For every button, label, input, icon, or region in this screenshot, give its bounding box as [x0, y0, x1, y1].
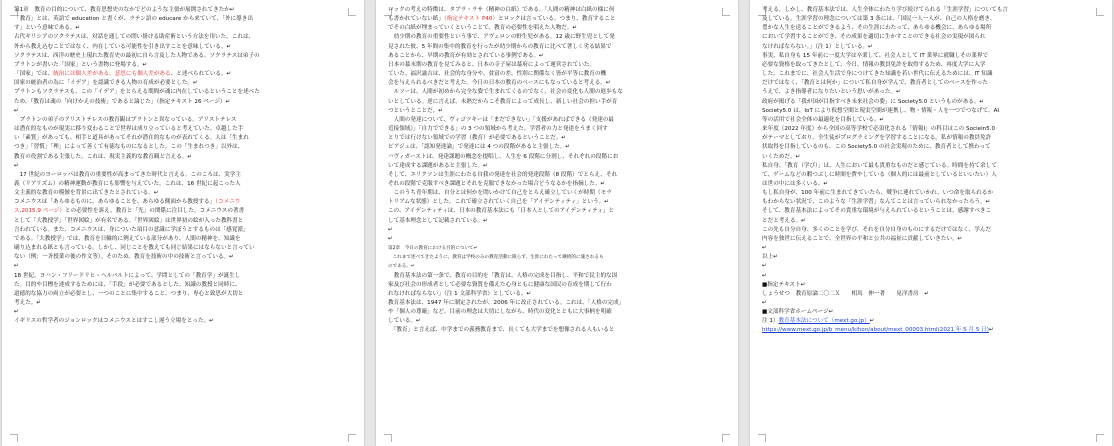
- paragraph-line: そして、教育基本法によってその貴重な環境が与えられているということは、感謝すべきこ: [762, 208, 992, 215]
- paragraph-line: Society5.0 は、IoT により仮想空間と現実空間が連携し、物・情報・人を一つでつなげて、AI: [762, 107, 1000, 114]
- paragraph-line: す」という意味である。↵: [14, 25, 81, 32]
- paragraph-line: 言われている。また、コメニウスは、身についた項目の意識に学ぼうとするものは「感覚派」: [14, 226, 249, 233]
- paragraph-line: なければならない。」（注 1）としている。↵: [762, 43, 873, 50]
- red-highlight-text: 統治には個人差がある、意思にも個人差がある: [53, 71, 171, 78]
- paragraph-line: において学習することができ、その成果を適切に生かすことのできる社会の実現が図られ: [762, 34, 986, 41]
- paragraph-line: ↵: [762, 300, 767, 306]
- paragraph-line: いとしている。逆に言えば、未熟だからこそ教育によって成長し、新しい社会の担い手が育: [388, 98, 618, 105]
- paragraph-line: 幼少期の教育の重要性という事で、アヴェロンの野生児がある。12 歳に野生児として発: [388, 34, 615, 41]
- paragraph-line: は潜在的なものが現実に移り変わることで世界は成り立っていると考えていた。卓越した手: [14, 126, 244, 133]
- paragraph-line: つき」「習慣」「理」によって善くて有徳なものになるとした。この「生まれつき」以外は、: [14, 144, 244, 151]
- document-page-2: [376, 0, 738, 446]
- paragraph-line: 「教育」と言えば、中学までの義務教育まで、長くても大学までを想像される人もいると: [388, 327, 615, 334]
- paragraph-line: 教育の役割である主張した。これは、現実主義的な教育観と言える。↵: [14, 153, 193, 160]
- crop-mark-bottom-right: [722, 434, 730, 442]
- paragraph-line: もわからない状況で、このような「生涯学習」なんてことは言っていられなかったろう。↵: [762, 199, 991, 206]
- paragraph-line: 内容を独世に伝えることで、全世界の平和と公共の福祉に貢献していきたい。↵: [762, 235, 963, 242]
- paragraph-line: ↵: [14, 263, 19, 270]
- reference-entry: https://www.mext.go.jp/b_menu/kihon/about/mext_00003.html(2021 年 5 月 5 日)↵: [762, 327, 994, 334]
- paragraph-line: 私自身、「教育（学び）」は、人生において最も貴重なものだと感じている。時間を持て余して: [762, 162, 997, 169]
- chapter-2-heading: 第2章 今日の教育における目的について↵: [388, 246, 478, 252]
- paragraph-line: このうち青年期は、自分とは何かを問いかけて自己をとらえ確立していくが時期（モラ: [388, 190, 612, 197]
- paragraph-line: ↵: [14, 107, 19, 114]
- paragraph-line: も書かれていない紙」（指定テキスト P40）とロックは言っている。つまり、教育すること: [388, 16, 616, 23]
- paragraph-line: 17 世紀のヨーロッパは教育の重要性が高まってきた時代と言える。このころは、実学主: [14, 171, 241, 178]
- paragraph-line: ↵: [388, 235, 393, 242]
- paragraph-line: している。↵: [388, 318, 421, 325]
- paragraph-line: ↵: [762, 263, 767, 270]
- paragraph-line: 会を与えられるべきだと考えた。今日の日本の教育のベースにもなっていると考える。↵: [388, 80, 611, 87]
- paragraph-line: この先も自分自身、多くのことを学び、それを自分自身のものにするだけではなく、学んだ: [762, 226, 992, 233]
- paragraph-line: ハヴィガーストは、発達課題の概念を提唱し、人生を 6 段階に分割し、それぞれの段階にお: [388, 153, 619, 160]
- paragraph-line: この、アイデンティティは、日本の教育基本法にも「日本人としてのアイデンティティ」と: [388, 208, 615, 215]
- closing-line: 以上↵: [762, 254, 778, 261]
- chapter-1-heading: 第1章 教育の目的について、教育思想史のなかでどのような主張が展開されてきたか↵: [14, 7, 235, 13]
- paragraph-line: や「個人の尊厳」など、目前の理念は大切にしながら、時代の変化とともに大事柄を明確: [388, 309, 612, 316]
- reference-heading: ■指定テキスト↵: [762, 281, 806, 288]
- paragraph-line: た。目的や目標を達成するためには、「手段」が必要であるとした。知識の教授と同時に、: [14, 281, 241, 288]
- paragraph-line: は世の中には多くいる。↵: [762, 180, 829, 187]
- paragraph-line: ↵: [762, 272, 767, 279]
- paragraph-line: プラトンもソクラテスも、この「イデア」をとらえる期間が魂に内在しているということを述べた: [14, 89, 260, 96]
- paragraph-line: ない（例：一斉授業の後の作文等）。そのため、教育を技術の中の技術と言っている。↵: [14, 254, 234, 261]
- paragraph-line: うえで、よき指導者になりたいという思いがあった。↵: [762, 89, 901, 96]
- paragraph-line: した。これまでに、社会人生活で身につけてきた知識を若い世代に伝えるためには、IT 知識: [762, 71, 993, 78]
- paragraph-line: 人間の発達について、ヴィゴツキーは「まだできない」「支援があればできる（発達の最: [388, 116, 614, 123]
- paragraph-line: 刷り込まれる紙とも言っている。しかし、同じことを教えても同じ結果にはならないと言ってい: [14, 245, 255, 252]
- paragraph-line: 必要な資格を取ってきたとして、今日、情報の教員免許を取得するため、再度大学に入学: [762, 61, 986, 68]
- crop-mark-bottom-right: [348, 434, 356, 442]
- paragraph-line: 国家の統治者の為に「イデア」を認識できる人物の育成が必要とした。↵: [14, 80, 198, 87]
- red-citation: ス,2015,9 ページ）: [14, 208, 65, 215]
- paragraph-line: 考える。しかし、教育基本法では、人生全体にわたり学び続けてられる「生涯学習」についても言: [762, 7, 1009, 13]
- paragraph-line: ていた。福沢諭吉は、社会的な身分や、貧富の差、性別に関係なく皆が平等に教育の機: [388, 71, 607, 78]
- paragraph-line: 見された彼、5 年間の集中的教育を行ったが幼少期からの教育に比べて著しく劣る結果で: [388, 43, 612, 50]
- paragraph-line: 政府が掲げる「我が国が目指すべき未来社会の姿」に Society5.0 というものがある。↵: [762, 98, 985, 105]
- paragraph-line: だけではなく、「教育とは何か」について私自身が学んで、教育者としてのベースを作った: [762, 80, 988, 87]
- paragraph-line: つというとことだ。↵: [388, 107, 444, 114]
- red-citation: （コメニウ: [215, 199, 241, 206]
- paragraph-line: のである。↵: [388, 264, 415, 270]
- paragraph-line: いくためだ。↵: [762, 153, 801, 160]
- mext-link[interactable]: 教育基本法について（mext.go.jp）: [778, 318, 870, 325]
- paragraph-line: 事実、私自身も 15 年前に一度大学は卒業して、社会人として IT 業界に就職しその業界で: [762, 52, 989, 59]
- crop-mark-bottom-left: [384, 434, 392, 442]
- reference-entry: 注 1）教育基本法について（mext.go.jp）↵: [762, 318, 875, 325]
- red-citation: （指定テキスト P40）: [443, 16, 499, 23]
- paragraph-line: 豊かな人生を送ることができるよう、その生涯にわたって、あらゆる機会に、あらゆる場所: [762, 25, 992, 32]
- paragraph-line: これまで述べてきたように、教育は学校のみの教育活動に限らず、生涯にわたって継続的に施されるも: [388, 255, 604, 261]
- paragraph-line: 状取得を目指しているのも、この Society5.0 の社会実現のために、教育者として携わって: [762, 144, 991, 151]
- reference-entry: しょうせつ 教育原論二〇二Ｘ 相馬 伸一著 晃洋書房 ↵: [762, 290, 929, 297]
- paragraph-line: 古代ギリシアのソクラテスは、対話を通しての問い掛ける助産術という方法を用いた。これは、: [14, 34, 255, 41]
- paragraph-line: ス,2015,9 ページ）との必要性を訴え、教育と「光」の関係に注目した。コメニウスの著書: [14, 208, 245, 215]
- paragraph-line: 教育基本法の第一条で、教育の目的を「教育は、人格の完成を目指し、平和で民主的な国: [388, 272, 618, 279]
- paragraph-line: ↵: [762, 245, 767, 252]
- page-3-body[interactable]: [762, 6, 1103, 336]
- paragraph-line: 外から教え込むことではなく、内在している可能性を引き出すことを意味している。↵: [14, 43, 232, 50]
- paragraph-line: 道徳的な協力の両立が必要とし、一つのことに集中すること、つまり、専心と致思が大切と: [14, 290, 244, 297]
- paragraph-line: 考えた。↵: [14, 300, 42, 306]
- paragraph-line: プラトンの弟子のアリストテレスの教育観はプラトンと異なっている。アリストテレス: [14, 116, 237, 123]
- paragraph-line: ルソーは、人間が初めから完全な姿で生まれてくるのでなく、社会の変化も人間の進歩もな: [388, 89, 623, 96]
- paragraph-line: い「素質」があっても、相手と道具があってそれが潜在的なものが表れてくる。人は「生まれ: [14, 135, 249, 142]
- crop-mark-bottom-left: [758, 434, 766, 442]
- paragraph-line: ぞれの段階で克服すべき課題とそれを克服できなかった場合どうなるかを指摘した。↵: [388, 180, 606, 187]
- page-1-body[interactable]: [14, 6, 355, 326]
- mext-url-link[interactable]: https://www.mext.go.jp/b_menu/kihon/about/mext_00003.html(2021 年 5 月 5 日): [762, 327, 989, 334]
- paragraph-line: トリアムな状態）とした。これで確立されていく自己を「アイデンティティ」という。↵: [388, 199, 609, 206]
- document-page-1: [2, 0, 364, 446]
- paragraph-line: そして、エリクソンは生涯にわたる自我の発達を社会的発達段階（8 段階）でとらえ、それ: [388, 171, 618, 178]
- paragraph-line: れなければならない」（注 1 文部科学省）としている。↵: [388, 290, 532, 297]
- paragraph-line: 及している。生涯学習の理念については第 3 条には、「国民一人一人が、自己の人格を磨き、: [762, 16, 996, 23]
- paragraph-line: して基本理念として記載されている。↵: [388, 217, 488, 224]
- paragraph-line: プラトンが書いた「国家」という書物に登場する。↵: [14, 61, 148, 68]
- paragraph-line: 等の活用で社会全体の最適化を目指している。↵: [762, 116, 885, 123]
- paragraph-line: いて達成する課題があると主張した。↵: [388, 162, 488, 169]
- page-2-body[interactable]: [388, 6, 729, 336]
- paragraph-line: ソクラテスは、西洋の歴史上現れた教育史の最初に自ら言及した人物である。ソクラテスは弟子の: [14, 52, 260, 59]
- crop-mark-bottom-left: [10, 434, 18, 442]
- paragraph-line: である。「大教授学」では、教育を日輪的に例えている部分があり、人間の精神を、知識を: [14, 235, 241, 242]
- paragraph-line: コメニウスは「あらゆるものに、あらゆることを、あらゆる側面から教授する」（コメニウ: [14, 199, 241, 206]
- paragraph-line: 来年度（2022 年度）から全国の高等学校で必須化される「情報Ⅰ」の科目はこの Sociein5.0: [762, 126, 996, 133]
- paragraph-line: ピアジェは、「認知発達論」で発達には 4 つの段階があると主張した。↵: [388, 144, 571, 151]
- paragraph-line: もし私自身が、100 年前に生まれてきていたら、戦争に連れていかれ、いつ命を取られるか: [762, 190, 993, 197]
- paragraph-line: イギリスの哲学者のジョンロックはコメニウスとはすこし違う立場をとった。↵: [14, 318, 214, 325]
- paragraph-line: 義（リアリズム）の精神運動が教育にも影響を与えていた。これは、16 世紀に起こった人: [14, 180, 241, 187]
- paragraph-line: ロックの考えの特徴は、タブラ・ラサ（精神の白紙）である。「人間の精神は白紙の様に何: [388, 7, 615, 13]
- paragraph-line: 近接領域）」「自力でできる」の 3 つの領域から考えた。学習者の力と発達をうまく回す: [388, 126, 608, 133]
- paragraph-line: ↵: [14, 162, 19, 169]
- paragraph-line: 日本の幕末期の教育を見てみると、日本の寺子屋は幕府によって運営されていた。: [388, 61, 595, 68]
- paragraph-line: がテーマとしており、全生徒がプログラミングを学習することになる。私が情報の教員免許: [762, 135, 992, 142]
- paragraph-line: として「大教授学」「世界図絵」が有名である。「世界図絵」は世界初の絵が入った教科書と: [14, 217, 244, 224]
- reference-heading: ■文部科学省ホームページ↵: [762, 309, 834, 316]
- paragraph-line: 教育基本法は、1947 年に制定されたが、2006 年に改正されている。これは、「人格の完成」: [388, 300, 625, 306]
- paragraph-line: あることから、早期の教育が有効とされている事例である。↵: [388, 52, 544, 59]
- paragraph-line: でその白紙が埋まっていくということで、教育の必要性を唱えた人物だ。↵: [388, 25, 578, 32]
- paragraph-line: ため、『教育は魂の「向けかえの技術」であると論じた」（指定テキスト 26 ページ）↵: [14, 98, 231, 105]
- paragraph-line: 文主義的な教育の模倣を背景に出てきたとされている。↵: [14, 190, 159, 197]
- paragraph-line: 「教育」とは、英語で education と書くが、ラテン語の educare から来ていて、「外に導き出: [14, 16, 253, 23]
- paragraph-line: とりでは行けない領域での学習（教育）が必要であるということだ。↵: [388, 135, 567, 142]
- paragraph-line: ↵: [14, 309, 19, 316]
- paragraph-line: て、ゲームなどの暇つぶしに時間を費やしている（個人的には最前としているといいたい）人: [762, 171, 997, 178]
- paragraph-line: とだと考える。↵: [762, 217, 806, 224]
- crop-mark-bottom-right: [1096, 434, 1104, 442]
- paragraph-line: 家及び社会の形成者として必要な資質を備えた心身ともに健康な国民の育成を期して行わ: [388, 281, 612, 288]
- paragraph-line: 「国家」では、統治には個人差がある、意思にも個人差がある、と述べられている。↵: [14, 71, 232, 78]
- paragraph-line: ↵: [388, 226, 393, 233]
- document-page-3: [750, 0, 1112, 446]
- paragraph-line: 18 世紀、ヨハン・フリードリヒ・ヘルバルトによって、学問としての「教育学」が誕生し: [14, 272, 241, 279]
